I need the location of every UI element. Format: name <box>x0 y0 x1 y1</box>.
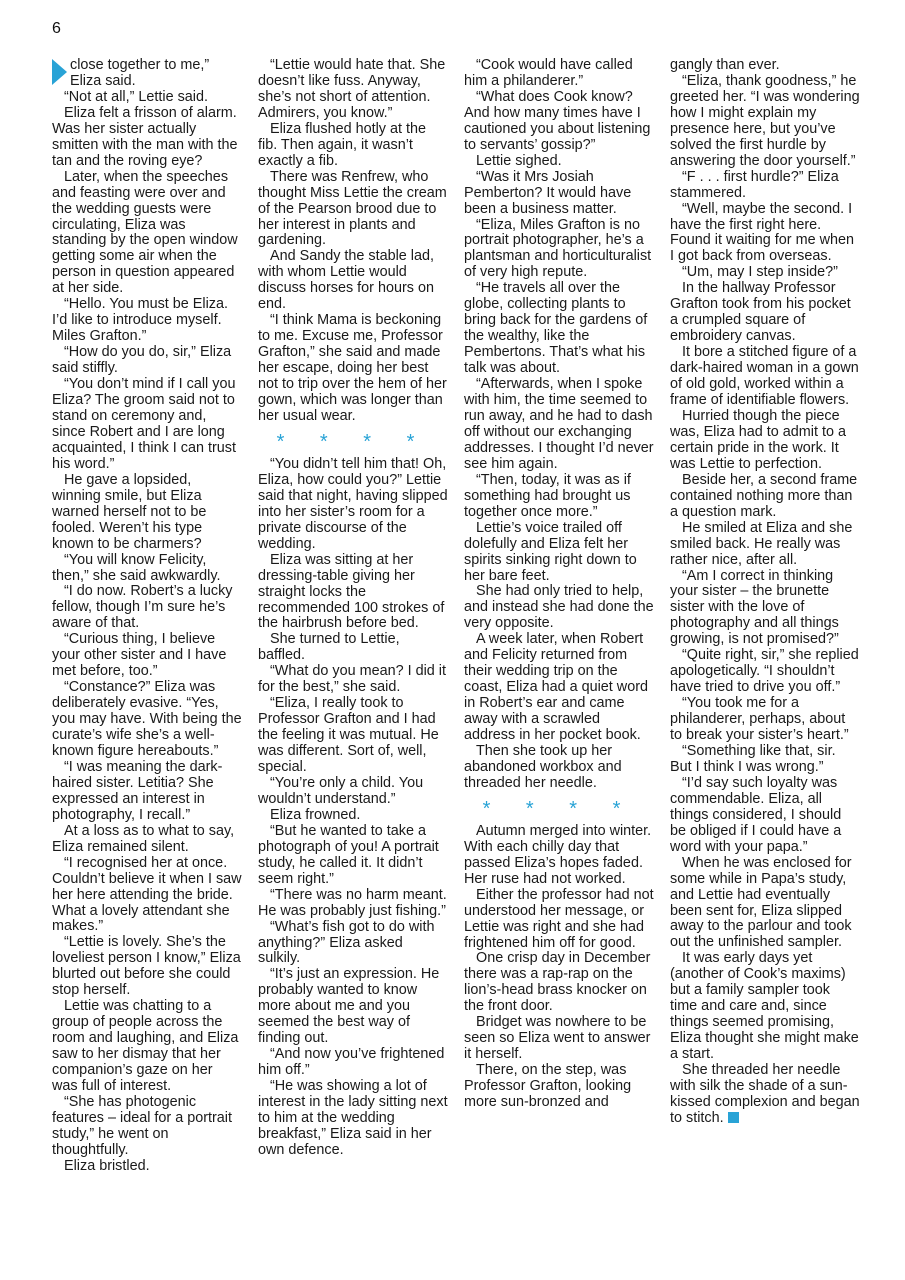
paragraph: “Curious thing, I believe your other sister and I have met before, too.” <box>52 631 227 680</box>
text-column-1 <box>52 58 242 1175</box>
paragraph: Then she took up her abandoned workbox and threaded her needle. <box>464 742 622 791</box>
paragraph: Eliza bristled. <box>64 1157 150 1174</box>
paragraph: Autumn merged into winter. With each chilly day that passed Eliza’s hopes faded. Her ruse had not worked. <box>464 822 652 887</box>
paragraph: “I recognised her at once. Couldn’t believe it when I saw her here attending the bride. What a lovely attendant she makes.” <box>52 854 242 935</box>
paragraph: “I was meaning the dark-haired sister. Letitia? She expressed an interest in photography, I recall.” <box>52 758 223 823</box>
paragraph: “You will know Felicity, then,” she said awkwardly. <box>52 551 221 584</box>
paragraph: “Eliza, Miles Grafton is no portrait photographer, he’s a plantsman and horticulturalist of very high repute. <box>464 216 652 281</box>
paragraph: “Cook would have called him a philanderer.” <box>464 57 633 89</box>
paragraph: “F . . . first hurdle?” Eliza stammered. <box>670 168 839 201</box>
paragraph: “Eliza, thank goodness,” he greeted her. “I was wondering how I might explain my presence here, but you’ve solved the first hurdle by answering the door yourself.” <box>670 72 860 169</box>
paragraph: A week later, when Robert and Felicity returned from their wedding trip on the coast, Eliza had a quiet word in Robert’s ear and came away with a scrawled address in her pocket book. <box>464 631 648 744</box>
paragraph: “Quite right, sir,” she replied apologetically. “I shouldn’t have tried to drive you off.” <box>670 647 859 696</box>
paragraph-text: close together to me,” Eliza said. <box>70 57 210 89</box>
paragraph-text: She threaded her needle with silk the shade of a sun-kissed complexion and began to stitch. <box>670 1062 860 1126</box>
paragraph: “I’d say such loyalty was commendable. Eliza, all things considered, I should be obliged if I could have a word with your papa.” <box>670 774 842 855</box>
text-column-4 <box>670 58 860 1127</box>
paragraph: “He travels all over the globe, collecting plants to bring back for the gardens of the wealthy, like the Pembertons. That’s what his talk was about. <box>464 280 648 377</box>
paragraph: And Sandy the stable lad, with whom Lettie would discuss horses for hours on end. <box>258 248 435 313</box>
paragraph: He smiled at Eliza and she smiled back. He really was rather nice, after all. <box>670 519 853 568</box>
paragraph: gangly than ever. <box>670 57 780 73</box>
paragraph: “Then, today, it was as if something had brought us together once more.” <box>464 471 631 520</box>
text-column-2 <box>258 58 448 1159</box>
paragraph: Lettie sighed. <box>476 152 562 169</box>
paragraph: Beside her, a second frame contained nothing more than a question mark. <box>670 471 858 520</box>
section-separator: * * * * <box>276 430 430 453</box>
paragraph: “What’s fish got to do with anything?” Eliza asked sulkily. <box>258 918 435 967</box>
paragraph: “There was no harm meant. He was probably just fishing.” <box>258 886 447 919</box>
paragraph: There was Renfrew, who thought Miss Lettie the cream of the Pearson brood due to her interest in plants and gardening. <box>258 168 447 249</box>
section-separator: * * * * <box>482 797 636 820</box>
paragraph: “Afterwards, when I spoke with him, the time seemed to run away, and he had to dash off without our exchanging addresses. I thought I’d never see him again. <box>464 376 654 472</box>
paragraph: Eliza was sitting at her dressing-table giving her straight locks the recommended 100 strokes of the hairbrush before bed. <box>258 551 445 632</box>
paragraph: “Eliza, I really took to Professor Grafton and I had the feeling it was mutual. He was different. Sort of, well, special. <box>258 695 439 776</box>
paragraph: She had only tried to help, and instead she had done the very opposite. <box>464 583 654 632</box>
paragraph: “What do you mean? I did it for the best,” she said. <box>258 663 446 696</box>
paragraph: “Well, maybe the second. I have the first right here. Found it waiting for me when I got back from overseas. <box>670 200 854 265</box>
paragraph: “Um, may I step inside?” <box>682 264 838 281</box>
end-mark-icon <box>728 1112 739 1123</box>
paragraph: There, on the step, was Professor Grafton, looking more sun-bronzed and <box>464 1062 632 1111</box>
paragraph: Lettie was chatting to a group of people across the room and laughing, and Eliza saw to her dismay that her companion’s gaze on her was full of interest. <box>52 998 239 1094</box>
paragraph: “You didn’t tell him that! Oh, Eliza, how could you?” Lettie said that night, having slipped into her sister’s room for a private discourse of the wedding. <box>258 455 448 552</box>
paragraph: “What does Cook know? And how many times have I cautioned you about listening to servants’ gossip?” <box>464 88 651 153</box>
paragraph: “It’s just an expression. He probably wanted to know more about me and you seemed the best way of finding out. <box>258 966 440 1047</box>
paragraph: “Constance?” Eliza was deliberately evasive. “Yes, you may have. With being the curate’s wife she’s a well-known figure hereabouts.” <box>52 679 242 759</box>
paragraph: It bore a stitched figure of a dark-haired woman in a gown of old gold, worked within a frame of identifiable flowers. <box>670 344 859 409</box>
text-column-3 <box>464 58 654 1111</box>
paragraph: “I do now. Robert’s a lucky fellow, though I’m sure he’s aware of that. <box>52 583 233 632</box>
paragraph: It was early days yet (another of Cook’s maxims) but a family sampler took time and care and, since things seemed promising, Eliza thought she might make a start. <box>670 950 859 1063</box>
paragraph: “You took me for a philanderer, perhaps, about to break your sister’s heart.” <box>670 695 849 744</box>
paragraph <box>670 1063 860 1127</box>
paragraph: “Not at all,” Lettie said. <box>64 88 208 105</box>
paragraph: “Am I correct in thinking your sister – the brunette sister with the love of photography and all things growing, is not promised?” <box>670 567 839 648</box>
paragraph: Either the professor had not understood her message, or Lettie was right and she had frightened him off for good. <box>464 886 654 951</box>
paragraph: “I think Mama is beckoning to me. Excuse me, Professor Grafton,” she said and made her escape, doing her best not to trip over the hem of her gown, which was longer than her usual wear. <box>258 312 447 424</box>
paragraph: “Something like that, sir. But I think I was wrong.” <box>670 742 836 775</box>
paragraph: When he was enclosed for some while in Papa’s study, and Lettie had eventually been sent for, Eliza slipped away to the parlour and took out the unfinished sampler. <box>670 854 852 951</box>
paragraph: One crisp day in December there was a rap-rap on the lion’s-head brass knocker on the front door. <box>464 950 651 1015</box>
paragraph: “Lettie would hate that. She doesn’t like fuss. Anyway, she’s not short of attention. Admirers, you know.” <box>258 57 446 121</box>
paragraph: “You don’t mind if I call you Eliza? The groom said not to stand on ceremony and, since Robert and I are long acquainted, I think I can trust his word.” <box>52 376 236 472</box>
paragraph <box>52 58 242 90</box>
paragraph: Eliza flushed hotly at the fib. Then again, it wasn’t exactly a fib. <box>258 120 426 169</box>
paragraph: “And now you’ve frightened him off.” <box>258 1046 445 1079</box>
paragraph: “He was showing a lot of interest in the lady sitting next to him at the wedding breakfast,” Eliza said in her own defence. <box>258 1078 448 1158</box>
paragraph: “You’re only a child. You wouldn’t understand.” <box>258 774 424 807</box>
paragraph: Bridget was nowhere to be seen so Eliza went to answer it herself. <box>464 1014 651 1063</box>
paragraph: In the hallway Professor Grafton took from his pocket a crumpled square of embroidery canvas. <box>670 280 851 345</box>
paragraph: Lettie’s voice trailed off dolefully and Eliza felt her spirits sinking right down to her bare feet. <box>464 519 637 584</box>
paragraph: Later, when the speeches and feasting were over and the wedding guests were circulating, Eliza was standing by the open window getting some air when the person in question appeared at her side. <box>52 168 238 297</box>
paragraph: Eliza frowned. <box>270 806 361 823</box>
paragraph: “How do you do, sir,” Eliza said stiffly. <box>52 344 232 377</box>
page-number: 6 <box>52 20 61 37</box>
paragraph: Eliza felt a frisson of alarm. Was her sister actually smitten with the man with the tan and the roving eye? <box>52 104 238 169</box>
paragraph: Hurried though the piece was, Eliza had to admit to a certain pride in the work. It was Lettie to perfection. <box>670 407 846 472</box>
paragraph: “She has photogenic features – ideal for a portrait study,” he went on thoughtfully. <box>52 1093 232 1158</box>
paragraph: “But he wanted to take a photograph of you! A portrait study, he called it. It didn’t seem right.” <box>258 822 439 887</box>
paragraph: “Lettie is lovely. She’s the loveliest person I know,” Eliza blurted out before she could stop herself. <box>52 934 241 999</box>
triangle-marker-icon <box>52 59 67 85</box>
paragraph: “Was it Mrs Josiah Pemberton? It would have been a business matter. <box>464 168 632 217</box>
paragraph: “Hello. You must be Eliza. I’d like to introduce myself. Miles Grafton.” <box>52 296 228 345</box>
paragraph: She turned to Lettie, baffled. <box>258 631 400 664</box>
paragraph: He gave a lopsided, winning smile, but Eliza warned herself not to be fooled. Weren’t his type known to be charmers? <box>52 471 207 552</box>
paragraph: At a loss as to what to say, Eliza remained silent. <box>52 822 235 855</box>
